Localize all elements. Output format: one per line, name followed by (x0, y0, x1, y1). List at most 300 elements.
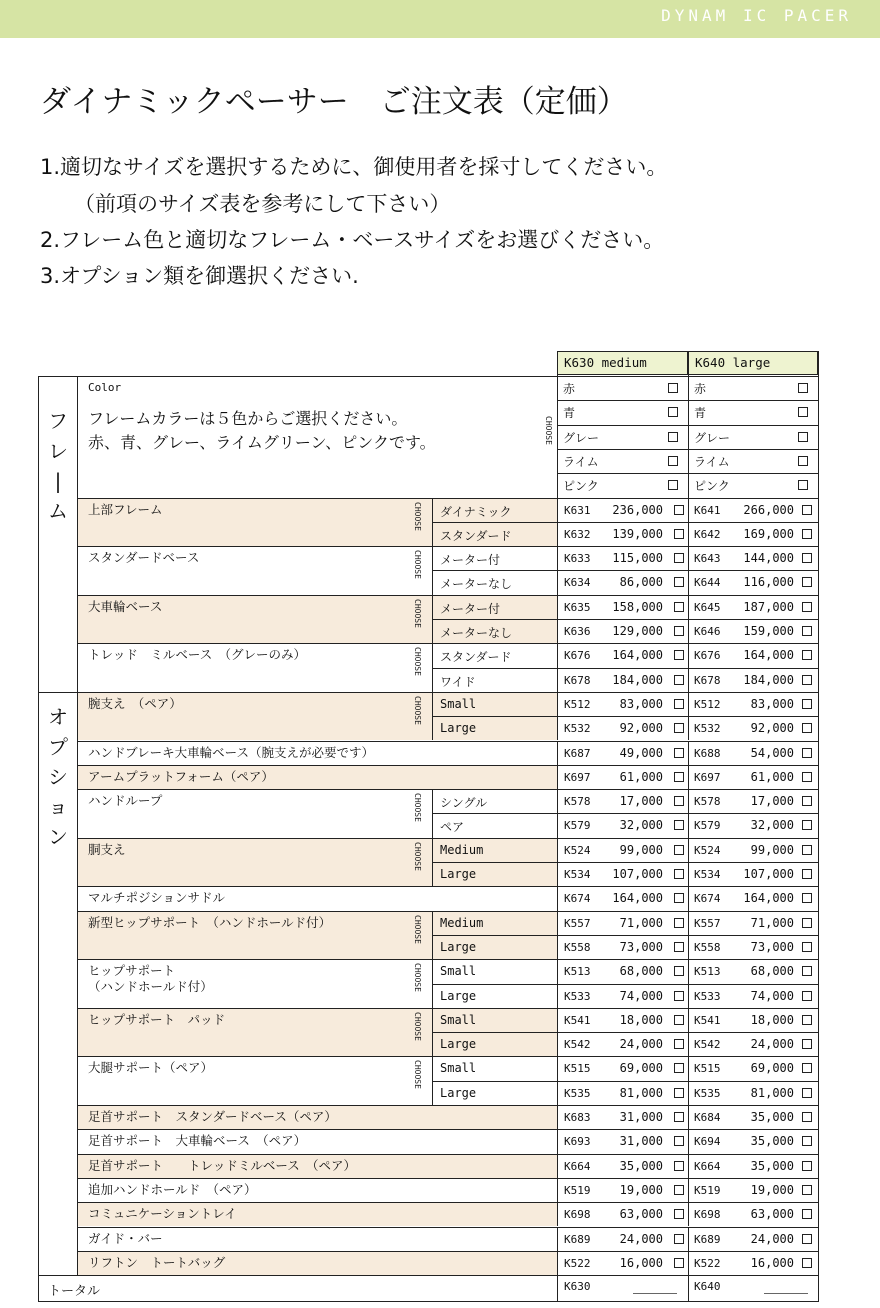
product-code-large: K678 (694, 673, 721, 687)
item-name: リフトン トートバッグ (88, 1254, 226, 1270)
product-code-large: K512 (694, 697, 721, 711)
product-code-large: K557 (694, 916, 721, 930)
table-rule (688, 595, 689, 644)
table-rule (688, 692, 689, 741)
order-checkbox-large[interactable] (802, 1209, 812, 1219)
item-name: コミュニケーショントレイ (88, 1206, 237, 1222)
product-code-large: K688 (694, 746, 721, 760)
product-code-medium: K534 (564, 868, 591, 881)
order-checkbox-large[interactable] (802, 820, 812, 830)
price-large: 19,000 (750, 1182, 794, 1197)
frame-section-char: ム (48, 499, 68, 523)
total-field-medium[interactable] (633, 1293, 677, 1294)
product-code-large: K578 (694, 795, 721, 809)
price-medium: 61,000 (619, 769, 663, 784)
table-rule (557, 595, 558, 644)
table-rule (557, 1056, 558, 1105)
table-rule (688, 1008, 689, 1057)
price-large: 159,000 (743, 624, 794, 638)
color-desc-1: フレームカラーは５色からご選択ください。 (88, 409, 408, 428)
order-checkbox-large[interactable] (802, 796, 812, 806)
item-name: 胴支え (88, 841, 126, 857)
table-rule (557, 1227, 558, 1251)
table-rule (557, 886, 558, 910)
item-name: 新型ヒップサポート （ハンドホールド付） (88, 914, 332, 930)
item-option: Large (440, 939, 477, 954)
product-code-large: K532 (694, 722, 721, 736)
product-code-medium: K557 (564, 916, 591, 930)
table-rule (688, 765, 689, 789)
item-rule (78, 1008, 818, 1009)
item-option: スタンダード (440, 528, 512, 543)
item-rule (78, 886, 818, 887)
order-checkbox-large[interactable] (802, 626, 812, 636)
item-option: Large (440, 867, 477, 881)
table-rule (688, 789, 689, 838)
price-medium: 92,000 (619, 721, 663, 736)
table-top-rule (38, 376, 818, 377)
product-code-medium: K687 (564, 746, 591, 760)
color-desc-2: 赤、青、グレー、ライムグリーン、ピンクです。 (88, 433, 436, 452)
product-code-medium: K512 (564, 697, 591, 711)
product-code-medium: K532 (564, 722, 591, 736)
table-rule (688, 1056, 689, 1105)
order-checkbox-large[interactable] (802, 675, 812, 685)
table-rule (557, 692, 558, 741)
table-rule (557, 376, 558, 498)
item-name: 上部フレーム (88, 501, 163, 517)
price-large: 164,000 (743, 648, 794, 663)
page-title: ダイナミックペーサー ご注文表（定価） (40, 84, 628, 120)
table-rule (557, 1275, 558, 1301)
price-medium: 81,000 (619, 1085, 663, 1100)
product-code-medium: K676 (564, 649, 591, 663)
color-checkbox-medium[interactable] (668, 383, 678, 393)
price-medium: 83,000 (619, 696, 663, 711)
table-rule (688, 1154, 689, 1178)
order-checkbox-large[interactable] (802, 966, 812, 976)
color-label: Color (88, 381, 122, 394)
sub-row-rule (432, 522, 818, 523)
total-rule (38, 1275, 818, 1276)
item-rule (78, 643, 818, 644)
table-rule (688, 376, 689, 498)
order-checkbox-medium[interactable] (674, 869, 684, 879)
order-checkbox-large[interactable] (802, 772, 812, 782)
item-rule (78, 1154, 818, 1155)
item-option: メーターなし (440, 577, 513, 592)
table-rule (557, 1129, 558, 1153)
item-name: 足首サポート トレッドミルベース （ペア） (88, 1157, 357, 1173)
price-large: 73,000 (750, 939, 794, 954)
item-name: 大腿サポート（ペア） (88, 1060, 214, 1076)
order-checkbox-large[interactable] (802, 893, 812, 903)
item-name: ハンドブレーキ大車輪ベース（腕支えが必要です） (88, 744, 375, 760)
table-rule (688, 1275, 689, 1301)
order-checkbox-medium[interactable] (674, 505, 684, 515)
sub-row-rule (432, 1032, 818, 1033)
price-large: 144,000 (743, 551, 794, 566)
table-rule (688, 1251, 689, 1275)
order-checkbox-large[interactable] (802, 845, 812, 855)
color-checkbox-medium[interactable] (668, 407, 678, 417)
item-option: Small (440, 696, 477, 711)
price-medium: 31,000 (619, 1110, 663, 1124)
order-checkbox-medium[interactable] (674, 1063, 684, 1073)
color-option-label: ライム (694, 454, 730, 469)
header-rule (688, 351, 689, 376)
order-checkbox-medium[interactable] (674, 796, 684, 806)
price-medium: 74,000 (619, 988, 663, 1003)
product-code-large: K684 (694, 1111, 721, 1124)
product-code-medium: K578 (564, 795, 591, 809)
table-rule (557, 1154, 558, 1178)
order-checkbox-large[interactable] (802, 1112, 812, 1122)
order-checkbox-medium[interactable] (674, 553, 684, 563)
price-medium: 16,000 (619, 1255, 663, 1270)
product-code-large: K522 (694, 1256, 721, 1270)
price-medium: 31,000 (619, 1134, 663, 1149)
item-name: ガイド・バー (88, 1230, 163, 1246)
item-option: Large (440, 1085, 477, 1100)
order-checkbox-large[interactable] (802, 1063, 812, 1073)
order-checkbox-large[interactable] (802, 869, 812, 879)
price-medium: 18,000 (619, 1012, 663, 1027)
table-right-rule (818, 351, 819, 1301)
item-option: ダイナミック (440, 504, 512, 519)
table-rule (557, 498, 558, 547)
price-large: 68,000 (750, 964, 794, 979)
sub-row-rule (432, 935, 818, 936)
color-checkbox-large[interactable] (798, 456, 808, 466)
order-checkbox-large[interactable] (802, 723, 812, 733)
color-checkbox-large[interactable] (798, 407, 808, 417)
price-medium: 17,000 (619, 794, 663, 809)
table-rule (688, 1129, 689, 1153)
product-code-medium: K541 (564, 1013, 591, 1027)
price-medium: 158,000 (612, 599, 663, 614)
table-rule (688, 959, 689, 1008)
color-checkbox-large[interactable] (798, 480, 808, 490)
item-option: Large (440, 721, 477, 736)
order-checkbox-large[interactable] (802, 529, 812, 539)
order-checkbox-large[interactable] (802, 1015, 812, 1025)
item-rule (78, 1105, 818, 1106)
choose-label: CHOOSE (413, 793, 422, 822)
order-checkbox-medium[interactable] (674, 1258, 684, 1268)
order-checkbox-medium[interactable] (674, 1015, 684, 1025)
item-name: 追加ハンドホールド （ペア） (88, 1181, 257, 1197)
order-checkbox-medium[interactable] (674, 1185, 684, 1195)
total-label: トータル (48, 1284, 101, 1300)
instruction-1: 1.適切なサイズを選択するために、御使用者を採寸してください。 (40, 155, 668, 179)
product-code-medium: K533 (564, 989, 591, 1003)
color-option-label: グレー (563, 430, 600, 445)
order-checkbox-medium[interactable] (674, 577, 684, 587)
item-option: Small (440, 1012, 477, 1027)
price-large: 24,000 (750, 1037, 794, 1052)
color-option-label: 青 (563, 406, 576, 421)
choose-label: CHOOSE (413, 550, 422, 579)
item-option: メーター付 (440, 553, 501, 568)
price-large: 24,000 (750, 1231, 794, 1246)
price-medium: 107,000 (612, 867, 663, 881)
product-code-large: K513 (694, 965, 721, 979)
product-code-large: K579 (694, 819, 721, 833)
order-checkbox-large[interactable] (802, 553, 812, 563)
color-checkbox-large[interactable] (798, 383, 808, 393)
table-rule (557, 643, 558, 692)
price-medium: 24,000 (619, 1231, 663, 1246)
item-option: スタンダード (440, 650, 512, 665)
price-large: 54,000 (750, 745, 794, 760)
item-rule (78, 1251, 818, 1252)
color-option-label: ピンク (563, 479, 599, 494)
order-checkbox-medium[interactable] (674, 991, 684, 1001)
color-checkbox-large[interactable] (798, 432, 808, 442)
product-code-large: K642 (694, 527, 721, 541)
item-option: ワイド (440, 674, 476, 689)
item-rule (78, 1129, 818, 1130)
item-name: 大車輪ベース (88, 598, 163, 614)
price-large: 18,000 (750, 1012, 794, 1027)
frame-section-char: | (54, 469, 62, 493)
price-large: 169,000 (743, 526, 794, 541)
order-checkbox-large[interactable] (802, 991, 812, 1001)
price-medium: 129,000 (612, 624, 663, 638)
color-option-label: 青 (694, 406, 707, 421)
order-checkbox-medium[interactable] (674, 602, 684, 612)
product-code-medium: K524 (564, 843, 591, 857)
color-checkbox-medium[interactable] (668, 480, 678, 490)
total-code-large: K640 (694, 1280, 721, 1294)
price-large: 99,000 (750, 842, 794, 857)
table-rule (557, 911, 558, 960)
product-code-large: K676 (694, 649, 721, 663)
order-checkbox-medium[interactable] (674, 1209, 684, 1219)
order-checkbox-medium[interactable] (674, 529, 684, 539)
order-checkbox-medium[interactable] (674, 942, 684, 952)
price-medium: 115,000 (612, 551, 663, 566)
order-checkbox-medium[interactable] (674, 845, 684, 855)
table-rule (557, 789, 558, 838)
price-large: 74,000 (750, 988, 794, 1003)
color-checkbox-medium[interactable] (668, 456, 678, 466)
item-rule (78, 911, 818, 912)
price-large: 184,000 (743, 672, 794, 687)
table-rule (557, 838, 558, 887)
product-code-medium: K513 (564, 965, 591, 979)
order-checkbox-large[interactable] (802, 942, 812, 952)
total-field-large[interactable] (764, 1293, 808, 1294)
item-rule (78, 838, 818, 839)
item-rule (78, 546, 818, 547)
price-medium: 35,000 (619, 1158, 663, 1173)
color-option-label: ライム (563, 454, 599, 469)
table-rule (557, 1202, 558, 1226)
price-medium: 69,000 (619, 1061, 663, 1076)
item-name: アームプラットフォーム（ペア） (88, 768, 274, 784)
sub-row-rule (432, 984, 818, 985)
order-checkbox-large[interactable] (802, 505, 812, 515)
order-checkbox-large[interactable] (802, 1234, 812, 1244)
order-checkbox-medium[interactable] (674, 1112, 684, 1122)
product-code-medium: K693 (564, 1135, 591, 1149)
product-code-large: K698 (694, 1208, 721, 1222)
order-form (38, 351, 818, 1303)
table-rule (688, 911, 689, 960)
order-checkbox-large[interactable] (802, 602, 812, 612)
choose-label: CHOOSE (413, 501, 422, 531)
order-checkbox-medium[interactable] (674, 1234, 684, 1244)
choose-label: CHOOSE (413, 598, 422, 628)
price-medium: 32,000 (619, 818, 663, 833)
order-checkbox-medium[interactable] (674, 1039, 684, 1049)
price-large: 32,000 (750, 818, 794, 833)
sub-row-rule (432, 1081, 818, 1082)
price-medium: 49,000 (619, 745, 663, 760)
order-checkbox-medium[interactable] (674, 626, 684, 636)
section-divider (38, 692, 818, 693)
table-rule (557, 546, 558, 595)
item-name: ヒップサポート パッド (88, 1011, 226, 1027)
order-checkbox-medium[interactable] (674, 1088, 684, 1098)
product-code-medium: K579 (564, 819, 591, 833)
item-rule (78, 1202, 818, 1203)
product-code-large: K533 (694, 989, 721, 1003)
table-bottom-rule (38, 1301, 819, 1302)
instruction-2: 2.フレーム色と適切なフレーム・ベースサイズをお選びください。 (40, 228, 665, 252)
item-option: メーター付 (440, 601, 501, 616)
product-code-large: K541 (694, 1013, 721, 1027)
order-checkbox-medium[interactable] (674, 918, 684, 928)
item-name: トレッド ミルベース （グレーのみ） (88, 647, 307, 663)
order-checkbox-large[interactable] (802, 1258, 812, 1268)
order-checkbox-large[interactable] (802, 1161, 812, 1171)
order-checkbox-large[interactable] (802, 1039, 812, 1049)
table-rule (688, 546, 689, 595)
product-code-medium: K633 (564, 552, 591, 566)
table-left-rule (38, 376, 39, 1301)
choose-label: CHOOSE (413, 1060, 422, 1090)
header-rule (557, 351, 558, 376)
product-code-large: K674 (694, 892, 721, 906)
product-code-medium: K632 (564, 527, 591, 541)
order-checkbox-medium[interactable] (674, 723, 684, 733)
order-checkbox-large[interactable] (802, 577, 812, 587)
order-checkbox-large[interactable] (802, 1136, 812, 1146)
order-checkbox-medium[interactable] (674, 675, 684, 685)
option-section-char: ョ (48, 794, 68, 819)
color-option-label: ピンク (694, 479, 730, 494)
order-checkbox-large[interactable] (802, 1088, 812, 1098)
order-checkbox-large[interactable] (802, 918, 812, 928)
option-section-char: オ (48, 704, 68, 729)
order-checkbox-medium[interactable] (674, 1161, 684, 1171)
price-medium: 24,000 (619, 1037, 663, 1052)
price-large: 61,000 (750, 769, 794, 784)
brand-logo: DYNAM IC PACER (661, 6, 852, 25)
order-checkbox-large[interactable] (802, 699, 812, 709)
item-rule (78, 959, 818, 960)
option-section-char: ン (48, 824, 68, 849)
product-code-medium: K698 (564, 1208, 591, 1222)
price-medium: 236,000 (612, 502, 663, 517)
price-medium: 86,000 (619, 575, 663, 590)
choose-label: CHOOSE (413, 914, 422, 944)
price-large: 107,000 (743, 867, 794, 881)
product-code-large: K641 (694, 503, 721, 517)
sub-row-rule (432, 668, 818, 669)
table-rule (557, 1251, 558, 1275)
color-checkbox-medium[interactable] (668, 432, 678, 442)
price-large: 266,000 (743, 502, 794, 517)
order-checkbox-large[interactable] (802, 748, 812, 758)
item-rule (78, 1056, 818, 1057)
order-checkbox-large[interactable] (802, 1185, 812, 1195)
product-code-large: K524 (694, 843, 721, 857)
item-option: Large (440, 1037, 477, 1052)
item-option: シングル (440, 796, 488, 811)
order-checkbox-medium[interactable] (674, 699, 684, 709)
price-medium: 19,000 (619, 1182, 663, 1197)
table-rule (688, 741, 689, 765)
choose-label: CHOOSE (413, 647, 422, 677)
price-large: 83,000 (750, 696, 794, 711)
choose-label: CHOOSE (413, 695, 422, 725)
table-rule (688, 1105, 689, 1129)
order-checkbox-medium[interactable] (674, 893, 684, 903)
table-rule (688, 1178, 689, 1202)
order-checkbox-medium[interactable] (674, 1136, 684, 1146)
item-name: 足首サポート 大車輪ベース （ペア） (88, 1133, 307, 1149)
order-checkbox-large[interactable] (802, 650, 812, 660)
color-option-label: グレー (694, 430, 731, 445)
product-code-medium: K689 (564, 1232, 591, 1246)
product-code-large: K534 (694, 868, 721, 881)
choose-label: CHOOSE (544, 416, 553, 445)
product-code-large: K697 (694, 770, 721, 784)
product-code-medium: K635 (564, 600, 591, 614)
table-rule (688, 838, 689, 887)
top-banner (0, 0, 880, 38)
product-code-medium: K634 (564, 576, 591, 590)
sub-row-rule (432, 716, 818, 717)
product-code-large: K558 (694, 940, 721, 954)
product-code-large: K515 (694, 1062, 721, 1076)
table-rule (688, 1227, 689, 1251)
product-code-medium: K519 (564, 1183, 591, 1197)
price-large: 16,000 (750, 1255, 794, 1270)
order-checkbox-medium[interactable] (674, 650, 684, 660)
price-large: 187,000 (743, 599, 794, 614)
order-checkbox-medium[interactable] (674, 820, 684, 830)
order-checkbox-medium[interactable] (674, 966, 684, 976)
order-checkbox-medium[interactable] (674, 772, 684, 782)
price-medium: 68,000 (619, 964, 663, 979)
price-medium: 184,000 (612, 672, 663, 687)
item-rule (78, 741, 818, 742)
item-option: メーターなし (440, 626, 513, 640)
product-code-medium: K542 (564, 1038, 591, 1052)
price-large: 35,000 (750, 1110, 794, 1124)
order-checkbox-medium[interactable] (674, 748, 684, 758)
product-code-large: K644 (694, 576, 721, 590)
item-rule (78, 1178, 818, 1179)
price-medium: 164,000 (612, 891, 663, 906)
item-rule (78, 765, 818, 766)
table-rule (557, 1008, 558, 1057)
